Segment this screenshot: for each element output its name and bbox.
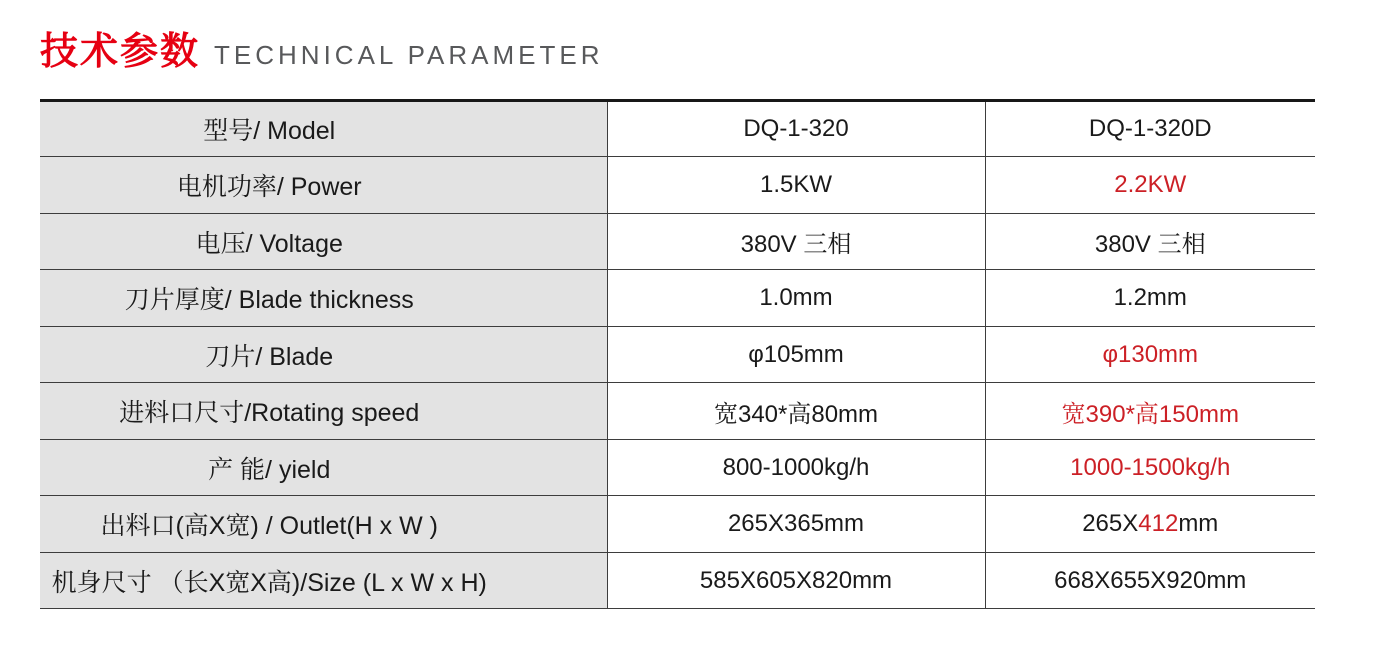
spec-table-body	[40, 100, 1315, 609]
model-a-value-cell: 265X365mm	[607, 496, 985, 553]
model-b-value-cell: 668X655X920mm	[985, 552, 1315, 609]
value-part: 265X	[1082, 510, 1139, 538]
param-label-cell: 刀片/ Blade	[40, 326, 607, 383]
table-row-yield	[40, 439, 1315, 496]
param-label-cell: 出料口(高X宽) / Outlet(H x W )	[40, 496, 607, 553]
model-a-value-cell: 1.0mm	[607, 270, 985, 327]
table-row-outlet	[40, 496, 1315, 553]
param-label-cell: 电压/ Voltage	[40, 213, 607, 270]
model-b-value-cell	[985, 496, 1315, 553]
value-part: mm	[1178, 510, 1219, 538]
table-row-blade	[40, 326, 1315, 383]
model-a-value-cell: DQ-1-320	[607, 100, 985, 157]
model-b-value-cell: 1.2mm	[985, 270, 1315, 327]
model-b-value-cell: φ130mm	[985, 326, 1315, 383]
table-row-power	[40, 157, 1315, 214]
section-header	[0, 0, 1380, 74]
section-title-en: TECHNICAL PARAMETER	[214, 40, 604, 70]
model-a-value-cell: φ105mm	[607, 326, 985, 383]
model-b-value-cell: 宽390*高150mm	[985, 383, 1315, 440]
param-label-cell: 电机功率/ Power	[40, 157, 607, 214]
param-label-cell: 型号/ Model	[40, 100, 607, 157]
table-row-inlet-size	[40, 383, 1315, 440]
model-a-value-cell: 800-1000kg/h	[607, 439, 985, 496]
model-b-value-cell: 380V 三相	[985, 213, 1315, 270]
param-label-cell: 进料口尺寸/Rotating speed	[40, 383, 607, 440]
value-part-highlight: 412	[1138, 510, 1179, 538]
model-b-value-cell: DQ-1-320D	[1088, 115, 1212, 143]
model-a-value-cell: 宽340*高80mm	[607, 383, 985, 440]
section-title-zh: 技术参数	[40, 31, 201, 73]
table-row-model	[40, 100, 1315, 157]
table-row-machine-size	[40, 552, 1315, 609]
param-label-cell: 产 能/ yield	[40, 439, 607, 496]
model-b-value-cell: 1000-1500kg/h	[985, 439, 1315, 496]
table-row-voltage	[40, 213, 1315, 270]
model-a-value-cell: 585X605X820mm	[607, 552, 985, 609]
param-label-cell: 刀片厚度/ Blade thickness	[40, 270, 607, 327]
model-b-value-cell: 2.2KW	[985, 157, 1315, 214]
param-label-cell: 机身尺寸 （长X宽X高)/Size (L x W x H)	[40, 552, 607, 609]
table-row-blade-thickness	[40, 270, 1315, 327]
spec-table	[40, 99, 1315, 610]
model-a-value-cell: 380V 三相	[607, 213, 985, 270]
model-a-value-cell: 1.5KW	[607, 157, 985, 214]
